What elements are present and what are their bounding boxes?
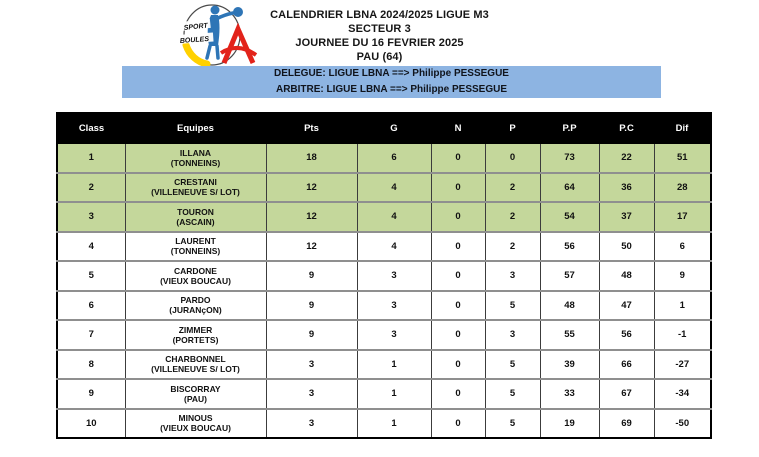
cell-p: 5: [485, 379, 540, 409]
team-city: (VIEUX BOUCAU): [160, 423, 231, 434]
cell-team: [125, 320, 266, 350]
cell-dif: 51: [654, 143, 711, 173]
cell-pc: 36: [599, 173, 654, 203]
team-name: MINOUS: [178, 413, 213, 424]
team-name: CHARBONNEL: [165, 354, 226, 365]
table-header-row: [57, 113, 711, 143]
table-row: [57, 379, 711, 409]
cell-pp: 64: [540, 173, 599, 203]
team-name: CARDONE: [174, 265, 217, 276]
cell-team: [125, 261, 266, 291]
table-row: [57, 202, 711, 232]
team-city: (VIEUX BOUCAU): [160, 275, 231, 286]
cell-p: 2: [485, 173, 540, 203]
cell-team: [125, 350, 266, 380]
logo-text-sport: SPORT: [183, 22, 209, 32]
col-header-dif: Dif: [654, 113, 711, 143]
cell-n: 0: [431, 320, 485, 350]
cell-class: 4: [57, 232, 125, 262]
col-header-g: G: [357, 113, 431, 143]
banner-delegue: DELEGUE: LIGUE LBNA ==> Philippe PESSEGUE: [274, 68, 509, 79]
cell-pc: 66: [599, 350, 654, 380]
team-name: LAURENT: [175, 236, 216, 247]
table-row: [57, 232, 711, 262]
standings-table: [56, 112, 712, 439]
cell-g: 3: [357, 261, 431, 291]
cell-pc: 48: [599, 261, 654, 291]
col-header-n: N: [431, 113, 485, 143]
col-header-pts: Pts: [266, 113, 357, 143]
cell-n: 0: [431, 379, 485, 409]
cell-g: 1: [357, 409, 431, 439]
col-header-equipes: Equipes: [125, 113, 266, 143]
cell-pts: 3: [266, 350, 357, 380]
cell-dif: -27: [654, 350, 711, 380]
officials-banner: [122, 66, 661, 98]
team-city: (JURANçON): [169, 305, 222, 316]
title-line-secteur: SECTEUR 3: [348, 23, 411, 35]
cell-n: 0: [431, 409, 485, 439]
cell-p: 3: [485, 261, 540, 291]
cell-team: [125, 379, 266, 409]
cell-pts: 9: [266, 320, 357, 350]
table-row: [57, 350, 711, 380]
cell-p: 5: [485, 409, 540, 439]
cell-dif: 1: [654, 291, 711, 321]
cell-g: 6: [357, 143, 431, 173]
team-city: (PORTETS): [172, 334, 219, 345]
title-line-journee: JOURNEE DU 16 FEVRIER 2025: [295, 37, 464, 49]
col-header-pp: P.P: [540, 113, 599, 143]
cell-pts: 3: [266, 409, 357, 439]
cell-pts: 9: [266, 291, 357, 321]
banner-arbitre: ARBITRE: LIGUE LBNA ==> Philippe PESSEGUE: [275, 84, 508, 95]
team-name: PARDO: [180, 295, 211, 306]
cell-pp: 54: [540, 202, 599, 232]
team-city: (PAU): [184, 393, 207, 404]
team-name: CRESTANI: [174, 177, 217, 188]
table-row: [57, 261, 711, 291]
cell-dif: -34: [654, 379, 711, 409]
cell-n: 0: [431, 173, 485, 203]
cell-class: 5: [57, 261, 125, 291]
cell-class: 7: [57, 320, 125, 350]
cell-pc: 37: [599, 202, 654, 232]
cell-pts: 9: [266, 261, 357, 291]
cell-dif: 28: [654, 173, 711, 203]
team-city: (TONNEINS): [170, 246, 221, 257]
col-header-class: Class: [57, 113, 125, 143]
cell-pc: 50: [599, 232, 654, 262]
cell-team: [125, 291, 266, 321]
cell-class: 8: [57, 350, 125, 380]
cell-class: 10: [57, 409, 125, 439]
cell-pp: 19: [540, 409, 599, 439]
cell-p: 3: [485, 320, 540, 350]
document-titles: [0, 8, 759, 64]
cell-n: 0: [431, 261, 485, 291]
cell-p: 2: [485, 232, 540, 262]
cell-pp: 73: [540, 143, 599, 173]
cell-pts: 12: [266, 173, 357, 203]
cell-team: [125, 143, 266, 173]
cell-pc: 22: [599, 143, 654, 173]
table-row: [57, 320, 711, 350]
cell-pc: 47: [599, 291, 654, 321]
cell-g: 1: [357, 379, 431, 409]
cell-pp: 56: [540, 232, 599, 262]
cell-dif: 6: [654, 232, 711, 262]
cell-n: 0: [431, 143, 485, 173]
team-name: TOURON: [177, 206, 214, 217]
cell-g: 3: [357, 291, 431, 321]
table-row: [57, 409, 711, 439]
cell-dif: -1: [654, 320, 711, 350]
team-city: (TONNEINS): [170, 157, 221, 168]
cell-class: 1: [57, 143, 125, 173]
team-name: ZIMMER: [178, 324, 213, 335]
cell-pp: 39: [540, 350, 599, 380]
cell-team: [125, 232, 266, 262]
cell-pc: 69: [599, 409, 654, 439]
cell-pts: 12: [266, 202, 357, 232]
cell-p: 0: [485, 143, 540, 173]
cell-g: 4: [357, 232, 431, 262]
cell-n: 0: [431, 202, 485, 232]
cell-pp: 55: [540, 320, 599, 350]
team-name: ILLANA: [179, 147, 212, 158]
cell-pp: 57: [540, 261, 599, 291]
cell-n: 0: [431, 350, 485, 380]
cell-pp: 48: [540, 291, 599, 321]
cell-class: 6: [57, 291, 125, 321]
cell-team: [125, 409, 266, 439]
team-city: (VILLENEUVE S/ LOT): [151, 187, 240, 198]
col-header-p: P: [485, 113, 540, 143]
cell-p: 5: [485, 350, 540, 380]
cell-g: 4: [357, 173, 431, 203]
cell-dif: 9: [654, 261, 711, 291]
title-line-lieu: PAU (64): [356, 51, 403, 63]
team-city: (ASCAIN): [176, 216, 215, 227]
logo-text-boules: BOULES: [179, 35, 210, 45]
team-name: BISCORRAY: [170, 383, 221, 394]
cell-class: 2: [57, 173, 125, 203]
cell-g: 1: [357, 350, 431, 380]
title-line-calendrier: CALENDRIER LBNA 2024/2025 LIGUE M3: [270, 9, 489, 21]
cell-class: 3: [57, 202, 125, 232]
table-row: [57, 173, 711, 203]
cell-pc: 67: [599, 379, 654, 409]
cell-n: 0: [431, 291, 485, 321]
cell-class: 9: [57, 379, 125, 409]
table-row: [57, 143, 711, 173]
cell-p: 2: [485, 202, 540, 232]
cell-g: 4: [357, 202, 431, 232]
cell-team: [125, 202, 266, 232]
cell-pc: 56: [599, 320, 654, 350]
col-header-pc: P.C: [599, 113, 654, 143]
cell-pts: 3: [266, 379, 357, 409]
cell-pp: 33: [540, 379, 599, 409]
cell-team: [125, 173, 266, 203]
team-city: (VILLENEUVE S/ LOT): [151, 364, 240, 375]
table-row: [57, 291, 711, 321]
cell-p: 5: [485, 291, 540, 321]
cell-pts: 12: [266, 232, 357, 262]
cell-n: 0: [431, 232, 485, 262]
cell-g: 3: [357, 320, 431, 350]
cell-dif: -50: [654, 409, 711, 439]
cell-dif: 17: [654, 202, 711, 232]
cell-pts: 18: [266, 143, 357, 173]
